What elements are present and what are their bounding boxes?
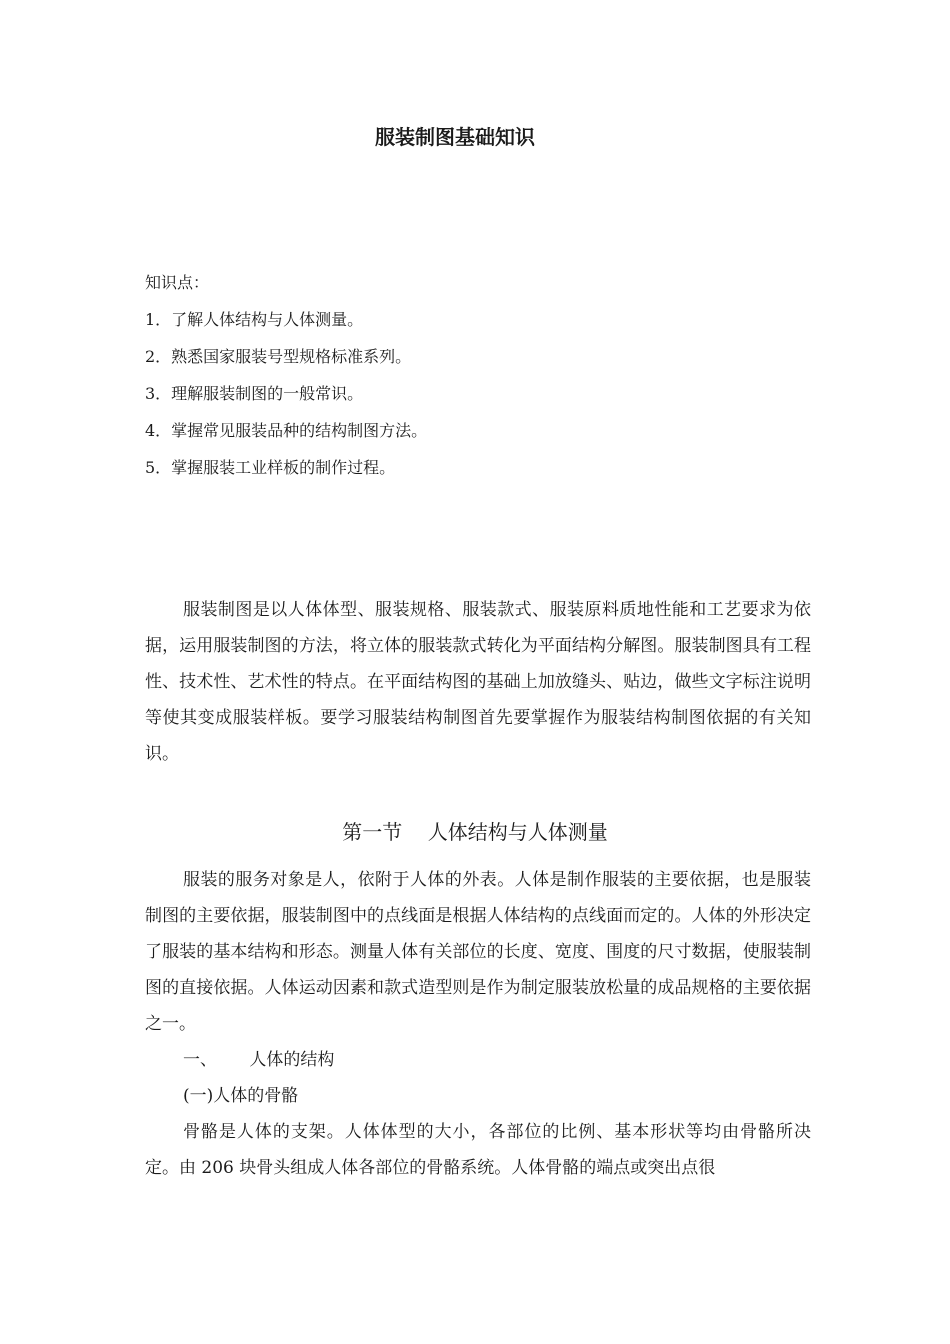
knowledge-points-heading: 知识点： [145,273,210,292]
subheading-level-2: (一)人体的骨骼 [183,1086,299,1106]
section-paragraph: 服装的服务对象是人，依附于人体的外表。人体是制作服装的主要依据，也是服装制图的主要依据，服装制图中的点线面是根据人体结构的点线面而定的。人体的外形决定了服装的基本结构和形态。测量人体有关部位的长度、宽度、围度的尺寸数据，使服装制图的直接依据。人体运动因素和款式造型则是作为制定服装放松量的成品规格的主要依据之一。 [145,870,811,1034]
subheading-level-1: 一、 人体的结构 [183,1050,335,1070]
knowledge-point-item: 2．熟悉国家服装号型规格标准系列。 [145,347,412,366]
knowledge-points [145,270,825,492]
section-body [145,862,811,1186]
knowledge-point-item: 5．掌握服装工业样板的制作过程。 [145,458,396,477]
section-paragraph: 骨骼是人体的支架。人体体型的大小，各部位的比例、基本形状等均由骨骼所决定。由 206 块骨头组成人体各部位的骨骼系统。人体骨骼的端点或突出点很 [145,1122,811,1178]
knowledge-point-item: 4．掌握常见服装品种的结构制图方法。 [145,421,428,440]
knowledge-point-item: 1．了解人体结构与人体测量。 [145,310,364,329]
document-title: 服装制图基础知识 [375,125,535,149]
intro-paragraph: 服装制图是以人体体型、服装规格、服装款式、服装原料质地性能和工艺要求为依据，运用服装制图的方法，将立体的服装款式转化为平面结构分解图。服装制图具有工程性、技术性、艺术性的特点。在平面结构图的基础上加放缝头、贴边，做些文字标注说明等使其变成服装样板。要学习服装结构制图首先要掌握作为服装结构制图依据的有关知识。 [145,600,811,764]
knowledge-point-item: 3．理解服装制图的一般常识。 [145,384,364,403]
section-heading: 第一节 人体结构与人体测量 [342,820,608,844]
